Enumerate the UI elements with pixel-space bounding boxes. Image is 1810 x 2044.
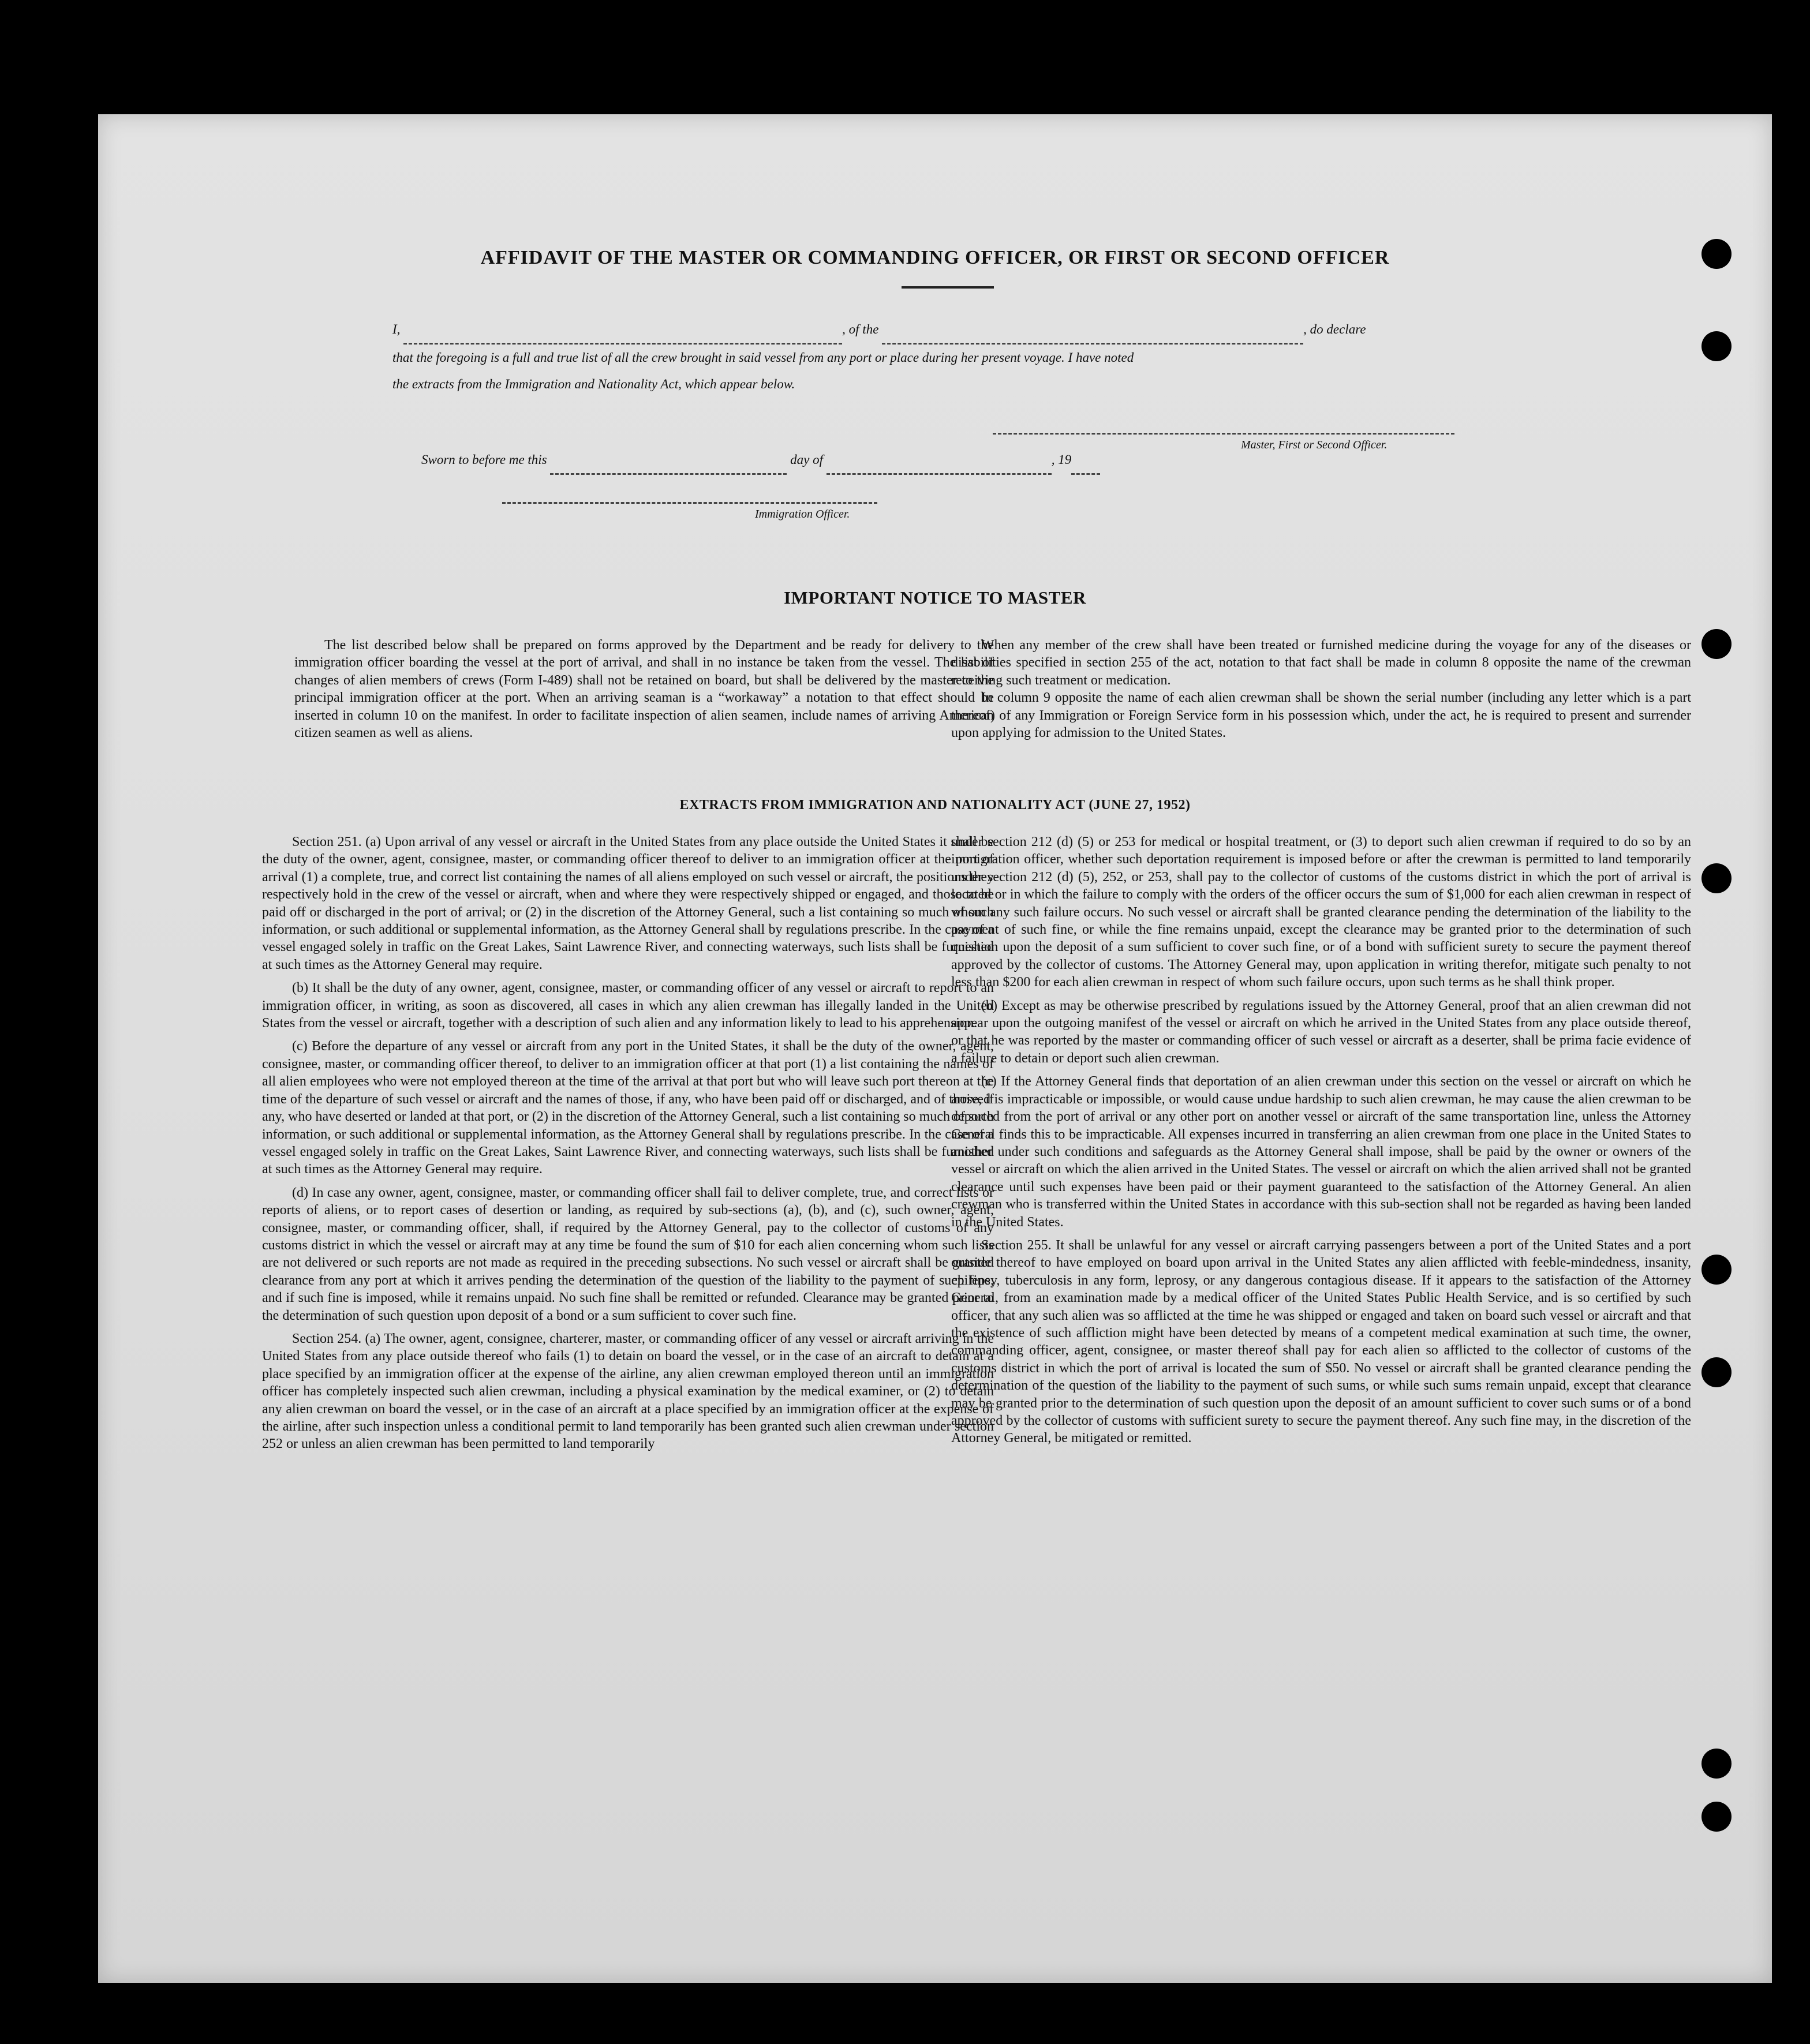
notice-right-paragraph-2: In column 9 opposite the name of each alien crewman shall be shown the serial number (including any letter which is a part thereof) of any Immigration or Foreign Service form in his possession which, under the act, he is required to present and surrender upon applying for admission to the United States. — [951, 690, 1691, 741]
notice-left-paragraph: The list described below shall be prepared on forms approved by the Department and be ready for delivery to the immigration officer boarding the vessel at the port of arrival, and shall in no instance be taken from the vessel. The list of changes of alien members of crews (Form I-489) shall not be retained on board, but shall be delivered by the master to the principal immigration officer at the port. When an arriving seaman is a “workaway” a notation to that effect should be inserted in column 10 on the manifest. In order to facilitate inspection of alien seamen, include names of arriving American citizen seamen as well as aliens. — [294, 638, 994, 741]
sworn-year-label: , 19 — [1051, 452, 1072, 467]
immigration-signature-label: Immigration Officer. — [755, 508, 850, 521]
master-signature-label: Master, First or Second Officer. — [1241, 439, 1388, 451]
declaration-line-1 — [392, 316, 1466, 345]
punch-hole — [1701, 1357, 1732, 1387]
extract-left-paragraph: (c) Before the departure of any vessel or aircraft from any port in the United States, it shall be the duty of the owner, agent, consignee, master, or commanding officer thereof, to deliver to an immigration officer at that port (1) a list containing the names of all alien employees who were not employed thereon at the time of the arrival at that port but who will leave such port thereon at the time of the departure of such vessel or aircraft and the names of those, if any, who have been paid off or discharged, and of those, if any, who have deserted or landed at that port, or (2) in the discretion of the Attorney General, such a list containing so much of such information, or such additional or supplemental information, as the Attorney General shall by regulations prescribe. In the case of a vessel engaged solely in traffic on the Great Lakes, Saint Lawrence River, and connecting waterways, such lists shall be furnished at such times as the Attorney General may require. — [262, 1039, 994, 1177]
extract-right-paragraph: under section 212 (d) (5) or 253 for medical or hospital treatment, or (3) to deport such alien crewman if required to do so by an immigration officer, whether such deportation requirement is imposed before or after the crewman is permitted to land temporarily under section 212 (d) (5), 252, or 253, shall pay to the collector of customs of the customs district in which the port of arrival is located or in which the failure to comply with the orders of the officer occurs the sum of $1,000 for each alien crewman in respect of whom any such failure occurs. No such vessel or aircraft shall be granted clearance pending the determination of the liability to the payment of such fine, or while the fine remains unpaid, except the clearance may be granted prior to the determination of such question upon the deposit of a sum sufficient to cover such fine, or of a bond with sufficient surety to secure the payment thereof approved by the collector of customs. The Attorney General may, upon application in writing therefor, mitigate such penalty to not less than $200 for each alien crewman in respect of whom such failure occurs, upon such terms as he shall think proper. — [951, 834, 1691, 990]
declare-text: , do declare — [1303, 322, 1366, 336]
vessel-prefix: , of the — [842, 322, 879, 336]
declaration-line-2: that the foregoing is a full and true list of all the crew brought in said vessel from any port or place during her present voyage. I have noted — [392, 350, 1134, 365]
sworn-month-field[interactable] — [827, 447, 1052, 475]
notice-title: IMPORTANT NOTICE TO MASTER — [784, 587, 1086, 608]
extracts-title: EXTRACTS FROM IMMIGRATION AND NATIONALITY ACT (JUNE 27, 1952) — [679, 798, 1191, 813]
notice-right-paragraph-1: When any member of the crew shall have been treated or furnished medicine during the voyage for any of the diseases or disabilities specified in section 255 of the act, notation to that fact shall be made in column 8 opposite the name of the crewman receiving such treatment or medication. — [951, 638, 1691, 688]
notice-left-column — [294, 637, 994, 747]
punch-hole — [1701, 629, 1732, 659]
sworn-day-field[interactable] — [550, 447, 787, 475]
vessel-name-field[interactable] — [882, 316, 1303, 345]
declarant-name-field[interactable] — [403, 316, 842, 345]
sworn-year-field[interactable] — [1071, 447, 1100, 475]
extract-left-paragraph: Section 251. (a) Upon arrival of any vessel or aircraft in the United States from any place outside the United States it shall be the duty of the owner, agent, consignee, master, or commanding officer thereof to deliver to an immigration officer at the port of arrival (1) a complete, true, and correct list containing the names of all aliens employed on such vessel or aircraft, the positions they respectively hold in the crew of the vessel or aircraft, when and where they were respectively shipped or engaged, and those to be paid off or discharged in the port of arrival; or (2) in the discretion of the Attorney General, such a list containing so much of such information, or such additional or supplemental information, as the Attorney General shall by regulations prescribe. In the case of a vessel engaged solely in traffic on the Great Lakes, Saint Lawrence River, and connecting waterways, such lists shall be furnished at such times as the Attorney General may require. — [262, 834, 994, 972]
punch-hole — [1701, 1749, 1732, 1779]
sworn-day-label: day of — [790, 452, 823, 467]
extract-right-paragraph: Section 255. It shall be unlawful for any vessel or aircraft carrying passengers between a port of the United States and a port outside thereof to have employed on board upon arrival in the United States any alien afflicted with feeble-mindedness, insanity, epilepsy, tuberculosis in any form, leprosy, or any dangerous contagious disease. If it appears to the satisfaction of the Attorney General, from an examination made by a medical officer of the United States Public Health Service, and is so certified by such officer, that any such alien was so afflicted at the time he was shipped or engaged and taken on board such vessel or aircraft and that the existence of such affliction might have been detected by means of a competent medical examination at such time, the owner, commanding officer, agent, consignee, or master thereof shall pay for each alien so afflicted to the collector of customs of the customs district in which the port of arrival is located the sum of $50. No vessel or aircraft shall be granted clearance pending the determination of the question of the liability to the payment of such sums, or while such sums remain unpaid, except that clearance may be granted prior to the determination of such question upon the deposit of an amount sufficient to cover such sums or of a bond approved by the collector of customs with sufficient surety to secure the payment thereof. Any such fine may, in the discretion of the Attorney General, be mitigated or remitted. — [951, 1237, 1691, 1446]
sworn-line — [421, 447, 1495, 475]
punch-hole — [1701, 331, 1732, 361]
extract-right-paragraph: (b) Except as may be otherwise prescribed by regulations issued by the Attorney General, proof that an alien crewman did not appear upon the outgoing manifest of the vessel or aircraft on which he arrived in the United States from any place outside thereof, or that he was reported by the master or commanding officer of such vessel or aircraft as a deserter, shall be prima facie evidence of a failure to detain or deport such alien crewman. — [951, 998, 1691, 1066]
notice-right-column — [951, 637, 1691, 747]
document-page — [98, 114, 1772, 1983]
extract-left-paragraph: (b) It shall be the duty of any owner, agent, consignee, master, or commanding officer of any vessel or aircraft to report to an immigration officer, in writing, as soon as discovered, all cases in which any alien crewman has illegally landed in the United States from the vessel or aircraft, together with a description of such alien and any information likely to lead to his apprehension. — [262, 980, 994, 1031]
sworn-prefix: Sworn to before me this — [421, 452, 547, 467]
affidavit-title: AFFIDAVIT OF THE MASTER OR COMMANDING OFFICER, OR FIRST OR SECOND OFFICER — [480, 247, 1390, 268]
declaration-line-3: the extracts from the Immigration and Nationality Act, which appear below. — [392, 377, 795, 391]
extract-left-paragraph: (d) In case any owner, agent, consignee, master, or commanding officer shall fail to deliver complete, true, and correct lists or reports of aliens, or to report cases of desertion or landing, as required by sub-sections (a), (b), and (c), such owner, agent, consignee, master, or commanding officer, shall, if required by the Attorney General, pay to the collector of customs of any customs district in which the vessel or aircraft may at any time be found the sum of $10 for each alien concerning whom such lists are not delivered or such reports are not made as required in the preceding subsections. No such vessel or aircraft shall be granted clearance from any port at which it arrives pending the determination of the question of the liability to the payment of such fine, and if such fine is imposed, while it remains unpaid. No such fine shall be remitted or refunded. Clearance may be granted prior to the determination of such question upon deposit of a bond or a sum sufficient to cover such fine. — [262, 1185, 994, 1323]
extracts-right-column — [951, 833, 1691, 1453]
affidavit-declaration — [392, 316, 1466, 398]
master-signature-line[interactable] — [993, 433, 1454, 435]
extract-left-paragraph: Section 254. (a) The owner, agent, consignee, charterer, master, or commanding officer of any vessel or aircraft arriving in the United States from any place outside thereof who fails (1) to detain on board the vessel, or in the case of an aircraft to detain at a place specified by an immigration officer at the expense of the airline, any alien crewman employed thereon until an immigration officer has completely inspected such alien crewman, including a physical examination by the medical examiner, or (2) to detain any alien crewman on board the vessel, or in the case of an aircraft at a place specified by an immigration officer at the expense of the airline, after such inspection unless a conditional permit to land temporarily has been granted such alien crewman under section 252 or unless an alien crewman has been permitted to land temporarily — [262, 1331, 994, 1452]
punch-hole — [1701, 1802, 1732, 1832]
punch-hole — [1701, 863, 1732, 893]
extract-right-paragraph: (c) If the Attorney General finds that deportation of an alien crewman under this section on the vessel or aircraft on which he arrived is impracticable or impossible, or would cause undue hardship to such alien crewman, he may cause the alien crewman to be deported from the port of arrival or any other port on another vessel or aircraft of the same transportation line, unless the Attorney General finds this to be impracticable. All expenses incurred in transferring an alien crewman from one place in the United States to another under such conditions and safeguards as the Attorney General shall impose, shall be paid by the owner or owners of the vessel or aircraft on which the alien arrived in the United States. The vessel or aircraft on which the alien arrived shall not be granted clearance until such expenses have been paid or their payment guaranteed to the satisfaction of the Attorney General. An alien crewman who is transferred within the United States in accordance with this sub-section shall not be regarded as having been landed in the United States. — [951, 1074, 1691, 1230]
extracts-left-column — [262, 833, 994, 1459]
immigration-signature-line[interactable] — [502, 502, 877, 504]
punch-hole — [1701, 1255, 1732, 1285]
declarant-prefix: I, — [392, 322, 401, 336]
title-rule — [902, 286, 994, 289]
